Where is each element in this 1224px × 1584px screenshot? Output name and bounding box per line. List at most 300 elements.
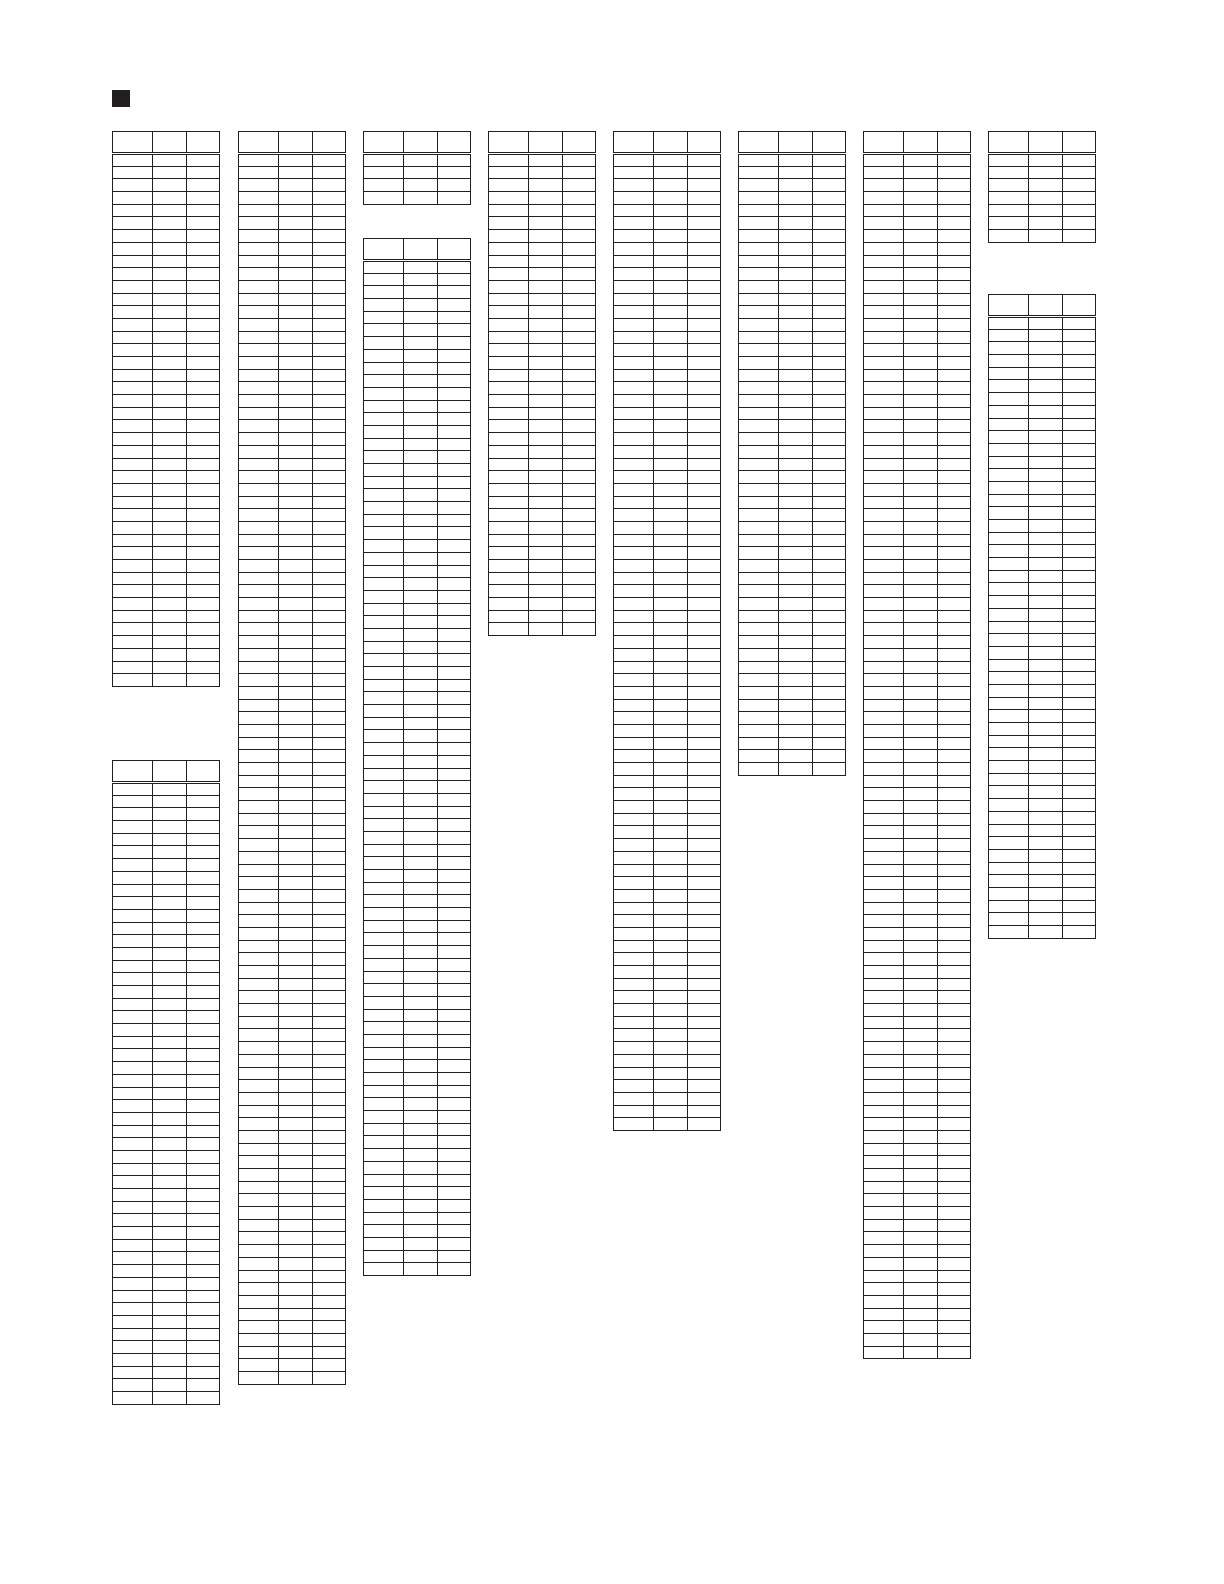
table-cell — [688, 724, 721, 737]
table-cell — [404, 578, 438, 591]
table-cell — [739, 357, 779, 370]
table-cell — [779, 598, 813, 611]
table-row — [113, 395, 220, 408]
table-cell — [614, 1105, 654, 1118]
table-row — [614, 839, 721, 852]
table-cell — [864, 521, 904, 534]
table-cell — [279, 750, 313, 763]
table-cell — [239, 445, 279, 458]
table-cell — [153, 871, 187, 884]
table-cell — [113, 1328, 153, 1341]
table-row — [239, 331, 346, 344]
table-row — [989, 646, 1096, 659]
table-cell — [113, 1138, 153, 1151]
table-cell — [187, 369, 220, 382]
table-row — [239, 915, 346, 928]
table-cell — [938, 648, 971, 661]
table-cell — [153, 280, 187, 293]
table-row — [614, 991, 721, 1004]
table-row — [739, 369, 846, 382]
table-row — [739, 230, 846, 243]
table-row — [614, 661, 721, 674]
table-cell — [1029, 317, 1063, 330]
table-cell — [779, 369, 813, 382]
table-row — [989, 393, 1096, 406]
table-cell — [239, 1092, 279, 1105]
table-cell — [739, 154, 779, 167]
table-row — [989, 824, 1096, 837]
table-cell — [153, 1265, 187, 1278]
table-cell — [1029, 862, 1063, 875]
table-cell — [904, 1207, 938, 1220]
table-row — [239, 813, 346, 826]
table-cell — [614, 889, 654, 902]
table-cell — [239, 192, 279, 205]
table-cell — [688, 217, 721, 230]
table-row — [239, 483, 346, 496]
table-row — [239, 1257, 346, 1270]
table-cell — [187, 1049, 220, 1062]
table-cell — [364, 1199, 404, 1212]
table-cell — [739, 661, 779, 674]
table-row — [989, 684, 1096, 697]
table-cell — [989, 558, 1029, 571]
table-cell — [404, 1250, 438, 1263]
table-cell — [563, 204, 596, 217]
table-cell — [938, 192, 971, 205]
table-cell — [688, 851, 721, 864]
table-cell — [364, 464, 404, 477]
table-cell — [187, 331, 220, 344]
table-cell — [313, 788, 346, 801]
table-cell — [1029, 481, 1063, 494]
table-row — [239, 230, 346, 243]
table-cell — [438, 527, 471, 540]
table-cell — [313, 763, 346, 776]
table-cell — [904, 166, 938, 179]
table-cell — [904, 154, 938, 167]
table-cell — [239, 813, 279, 826]
table-cell — [904, 433, 938, 446]
table-row — [239, 1004, 346, 1017]
table-row — [614, 534, 721, 547]
table-cell — [153, 1341, 187, 1354]
table-cell — [404, 1085, 438, 1098]
table-row — [364, 793, 471, 806]
table-row — [239, 521, 346, 534]
table-cell — [654, 623, 688, 636]
table-cell — [938, 166, 971, 179]
table-row — [864, 991, 971, 1004]
table-cell — [938, 1130, 971, 1143]
table-cell — [614, 661, 654, 674]
table-cell — [614, 737, 654, 750]
table-cell — [654, 331, 688, 344]
table-cell — [489, 483, 529, 496]
table-row — [364, 337, 471, 350]
table-cell — [938, 902, 971, 915]
table-cell — [904, 674, 938, 687]
table-cell — [404, 337, 438, 350]
table-row — [239, 1232, 346, 1245]
table-row — [739, 318, 846, 331]
table-cell — [864, 851, 904, 864]
table-cell — [904, 496, 938, 509]
table-cell — [614, 560, 654, 573]
table-row — [364, 273, 471, 286]
table-cell — [113, 598, 153, 611]
table-row — [489, 420, 596, 433]
table-cell — [688, 369, 721, 382]
table-cell — [438, 857, 471, 870]
table-row — [239, 750, 346, 763]
table-cell — [364, 489, 404, 502]
table-cell — [438, 451, 471, 464]
table-cell — [438, 679, 471, 692]
table-cell — [813, 712, 846, 725]
table-cell — [404, 882, 438, 895]
table-cell — [529, 572, 563, 585]
table-cell — [864, 585, 904, 598]
table-cell — [187, 598, 220, 611]
table-cell — [153, 407, 187, 420]
table-row — [239, 547, 346, 560]
table-row — [864, 547, 971, 560]
table-row — [239, 724, 346, 737]
table-cell — [279, 521, 313, 534]
table-cell — [864, 661, 904, 674]
table-row — [239, 1118, 346, 1131]
table-row — [614, 420, 721, 433]
table-row — [614, 471, 721, 484]
table-cell — [779, 331, 813, 344]
table-cell — [1029, 355, 1063, 368]
table-cell — [239, 1207, 279, 1220]
table-cell — [529, 433, 563, 446]
table-cell — [1029, 192, 1063, 205]
table-cell — [113, 331, 153, 344]
table-cell — [279, 369, 313, 382]
table-cell — [904, 801, 938, 814]
table-cell — [153, 884, 187, 897]
table-cell — [654, 369, 688, 382]
table-cell — [1029, 811, 1063, 824]
table-cell — [904, 750, 938, 763]
table-cell — [739, 192, 779, 205]
table-cell — [563, 598, 596, 611]
table-cell — [404, 166, 438, 179]
table-row — [239, 1321, 346, 1334]
table-cell — [187, 1201, 220, 1214]
table-cell — [1063, 217, 1096, 230]
table-cell — [813, 306, 846, 319]
table-cell — [938, 280, 971, 293]
table-row — [614, 674, 721, 687]
table-cell — [1029, 697, 1063, 710]
table-cell — [654, 217, 688, 230]
table-cell — [153, 610, 187, 623]
table-row — [739, 293, 846, 306]
table-row — [239, 1308, 346, 1321]
table-cell — [153, 1214, 187, 1227]
table-cell — [279, 1004, 313, 1017]
table-cell — [904, 230, 938, 243]
table-cell — [313, 179, 346, 192]
table-cell — [904, 610, 938, 623]
table-cell — [187, 897, 220, 910]
table-cell — [654, 179, 688, 192]
table-row — [989, 342, 1096, 355]
table-cell — [614, 204, 654, 217]
table-row — [614, 813, 721, 826]
blank-table-8 — [738, 131, 846, 776]
table-cell — [563, 318, 596, 331]
table-row — [864, 648, 971, 661]
table-row — [864, 242, 971, 255]
table-cell — [563, 255, 596, 268]
table-cell — [938, 686, 971, 699]
table-cell — [279, 1042, 313, 1055]
table-row — [113, 859, 220, 872]
table-cell — [779, 132, 813, 154]
table-cell — [489, 471, 529, 484]
table-cell — [153, 1087, 187, 1100]
table-row — [989, 710, 1096, 723]
table-cell — [864, 927, 904, 940]
table-cell — [279, 357, 313, 370]
table-cell — [614, 242, 654, 255]
table-cell — [279, 445, 313, 458]
table-cell — [153, 1125, 187, 1138]
table-cell — [938, 318, 971, 331]
table-cell — [239, 1321, 279, 1334]
table-cell — [904, 1004, 938, 1017]
table-row — [364, 1187, 471, 1200]
table-cell — [864, 991, 904, 1004]
table-cell — [1063, 786, 1096, 799]
table-cell — [313, 1029, 346, 1042]
table-row — [864, 801, 971, 814]
table-cell — [364, 166, 404, 179]
table-cell — [864, 889, 904, 902]
table-row — [614, 230, 721, 243]
table-cell — [239, 395, 279, 408]
table-cell — [614, 648, 654, 661]
table-row — [739, 458, 846, 471]
table-cell — [187, 783, 220, 796]
table-cell — [187, 217, 220, 230]
table-cell — [279, 1143, 313, 1156]
table-cell — [1063, 837, 1096, 850]
table-row — [739, 179, 846, 192]
table-cell — [904, 1257, 938, 1270]
table-cell — [153, 471, 187, 484]
table-cell — [279, 1080, 313, 1093]
table-cell — [1063, 532, 1096, 545]
table-cell — [563, 357, 596, 370]
table-row — [239, 1207, 346, 1220]
table-cell — [404, 654, 438, 667]
table-cell — [654, 636, 688, 649]
table-cell — [438, 705, 471, 718]
table-cell — [688, 458, 721, 471]
table-cell — [1029, 405, 1063, 418]
table-cell — [113, 909, 153, 922]
table-cell — [1063, 295, 1096, 317]
table-cell — [279, 889, 313, 902]
table-row — [989, 380, 1096, 393]
table-cell — [864, 407, 904, 420]
table-cell — [153, 560, 187, 573]
table-cell — [654, 572, 688, 585]
table-cell — [989, 469, 1029, 482]
table-cell — [153, 445, 187, 458]
table-cell — [113, 166, 153, 179]
table-cell — [688, 623, 721, 636]
table-cell — [864, 1130, 904, 1143]
table-cell — [153, 1303, 187, 1316]
table-cell — [239, 369, 279, 382]
table-cell — [239, 166, 279, 179]
table-row — [364, 882, 471, 895]
table-cell — [153, 433, 187, 446]
table-row — [113, 598, 220, 611]
table-row — [739, 585, 846, 598]
table-cell — [113, 1265, 153, 1278]
table-cell — [239, 483, 279, 496]
table-cell — [313, 1054, 346, 1067]
table-cell — [313, 268, 346, 281]
table-header-row — [989, 132, 1096, 154]
table-cell — [654, 344, 688, 357]
table-cell — [187, 293, 220, 306]
table-cell — [864, 255, 904, 268]
table-cell — [904, 192, 938, 205]
table-row — [739, 547, 846, 560]
table-cell — [438, 438, 471, 451]
table-cell — [989, 532, 1029, 545]
table-cell — [438, 273, 471, 286]
table-cell — [563, 496, 596, 509]
table-cell — [279, 280, 313, 293]
table-cell — [864, 1016, 904, 1029]
table-cell — [187, 1189, 220, 1202]
table-cell — [654, 132, 688, 154]
table-header-row — [989, 295, 1096, 317]
table-cell — [404, 996, 438, 1009]
table-cell — [113, 1315, 153, 1328]
table-cell — [614, 268, 654, 281]
table-cell — [313, 255, 346, 268]
table-cell — [279, 1308, 313, 1321]
table-cell — [688, 1004, 721, 1017]
table-row — [239, 407, 346, 420]
table-row — [239, 966, 346, 979]
table-row — [614, 560, 721, 573]
table-row — [113, 1062, 220, 1075]
table-row — [864, 534, 971, 547]
table-cell — [239, 1130, 279, 1143]
table-cell — [739, 420, 779, 433]
table-cell — [279, 382, 313, 395]
table-cell — [153, 960, 187, 973]
table-cell — [1063, 456, 1096, 469]
table-cell — [404, 514, 438, 527]
table-cell — [279, 293, 313, 306]
table-cell — [313, 471, 346, 484]
table-cell — [904, 242, 938, 255]
table-cell — [529, 610, 563, 623]
table-row — [614, 1118, 721, 1131]
table-cell — [813, 204, 846, 217]
table-row — [239, 902, 346, 915]
table-cell — [654, 445, 688, 458]
table-cell — [438, 375, 471, 388]
table-cell — [113, 458, 153, 471]
table-cell — [1029, 431, 1063, 444]
table-row — [239, 1054, 346, 1067]
table-row — [239, 953, 346, 966]
table-row — [113, 1049, 220, 1062]
table-cell — [279, 1359, 313, 1372]
table-cell — [153, 166, 187, 179]
table-cell — [313, 1359, 346, 1372]
table-row — [989, 608, 1096, 621]
table-cell — [779, 737, 813, 750]
table-cell — [739, 268, 779, 281]
table-cell — [779, 268, 813, 281]
table-row — [364, 667, 471, 680]
table-header-row — [364, 239, 471, 261]
table-cell — [864, 560, 904, 573]
table-row — [364, 565, 471, 578]
table-cell — [239, 1054, 279, 1067]
table-cell — [438, 387, 471, 400]
table-row — [989, 494, 1096, 507]
table-cell — [404, 1149, 438, 1162]
table-cell — [904, 509, 938, 522]
table-cell — [864, 1169, 904, 1182]
table-cell — [654, 293, 688, 306]
table-cell — [813, 534, 846, 547]
table-cell — [364, 179, 404, 192]
table-cell — [938, 623, 971, 636]
table-cell — [187, 1265, 220, 1278]
table-cell — [187, 534, 220, 547]
table-cell — [438, 154, 471, 167]
table-row — [989, 456, 1096, 469]
table-cell — [404, 933, 438, 946]
table-cell — [864, 877, 904, 890]
table-cell — [864, 166, 904, 179]
table-row — [489, 610, 596, 623]
table-cell — [1063, 166, 1096, 179]
table-cell — [614, 1016, 654, 1029]
table-cell — [153, 496, 187, 509]
table-row — [989, 837, 1096, 850]
table-cell — [688, 1080, 721, 1093]
table-cell — [239, 547, 279, 560]
table-row — [864, 1232, 971, 1245]
table-cell — [364, 578, 404, 591]
table-row — [614, 826, 721, 839]
table-row — [239, 445, 346, 458]
table-cell — [113, 204, 153, 217]
table-row — [989, 204, 1096, 217]
table-row — [239, 255, 346, 268]
table-cell — [1029, 456, 1063, 469]
table-cell — [688, 179, 721, 192]
